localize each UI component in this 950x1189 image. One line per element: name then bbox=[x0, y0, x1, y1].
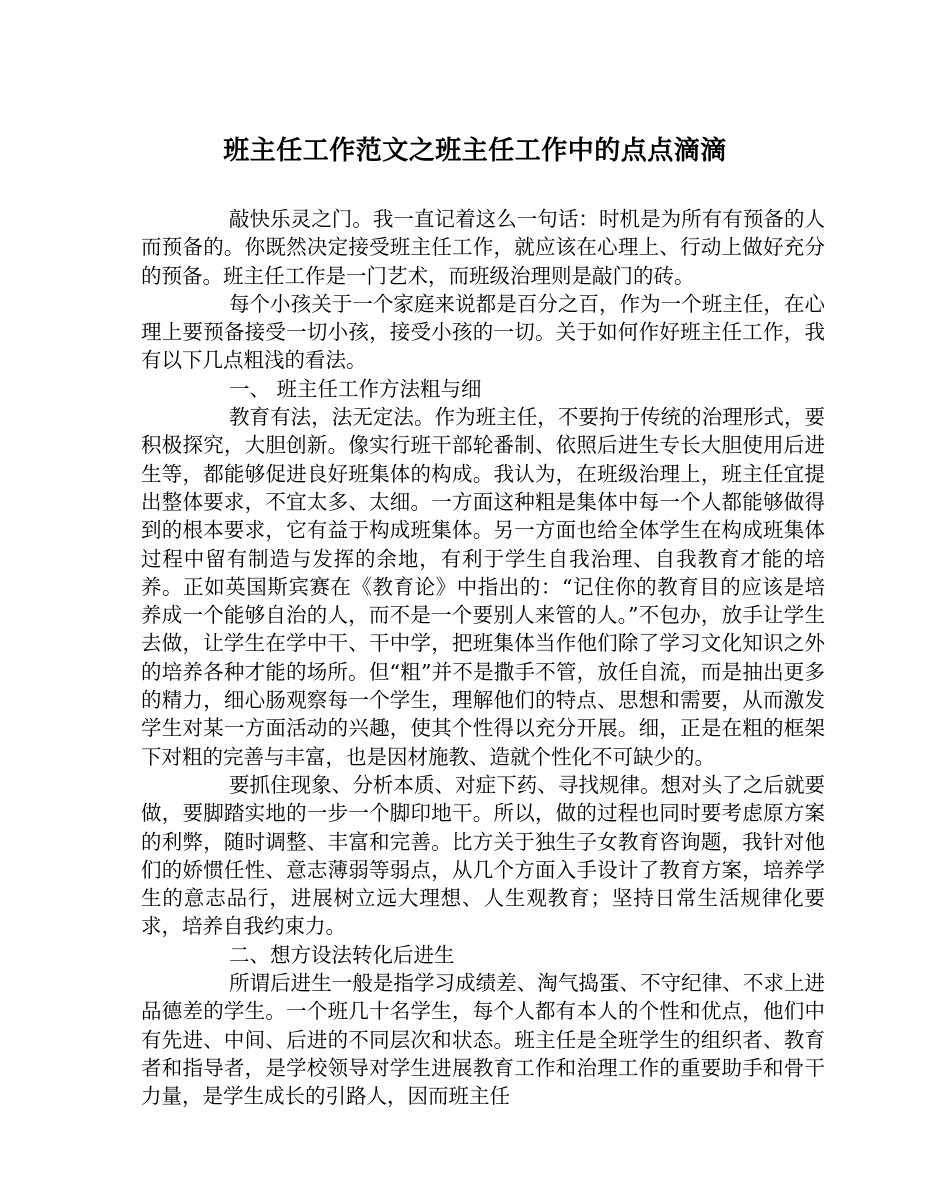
section-heading: 一、 班主任工作方法粗与细 bbox=[229, 376, 482, 401]
paragraph: 每个小孩关于一个家庭来说都是百分之百，作为一个班主任，在心理上要预备接受一切小孩，接受小孩的一切。关于如何作好班主任工作，我有以下几点粗浅的看法。 bbox=[141, 291, 825, 373]
paragraph: 要抓住现象、分析本质、对症下药、寻找规律。想对头了之后就要做，要脚踏实地的一步一个脚印地干。所以，做的过程也同时要考虑原方案的利弊，随时调整、丰富和完善。比方关于独生子女教育咨询题，我针对他们的娇惯任性、意志薄弱等弱点，从几个方面入手设计了教育方案，培养学生的意志品行，进展树立远大理想、人生观教育；坚持日常生活规律化要求，培养自我约束力。 bbox=[141, 772, 825, 939]
document-title: 班主任工作范文之班主任工作中的点点滴滴 bbox=[223, 136, 727, 166]
document-body bbox=[141, 205, 825, 1111]
paragraph: 所谓后进生一般是指学习成绩差、淘气捣蛋、不守纪律、不求上进品德差的学生。一个班几十名学生，每个人都有本人的个性和优点，他们中有先进、中间、后进的不同层次和状态。班主任是全班学生的组织者、教育者和指导者，是学校领导对学生进展教育工作和治理工作的重要助手和骨干力量，是学生成长的引路人，因而班主任 bbox=[141, 971, 825, 1109]
section-heading: 二、想方设法转化后进生 bbox=[229, 942, 455, 967]
paragraph: 敲快乐灵之门。我一直记着这么一句话：时机是为所有有预备的人而预备的。你既然决定接受班主任工作，就应该在心理上、行动上做好充分的预备。班主任工作是一门艺术，而班级治理则是敲门的砖。 bbox=[141, 207, 825, 288]
paragraph: 教育有法，法无定法。作为班主任，不要拘于传统的治理形式，要积极探究，大胆创新。像实行班干部轮番制、依照后进生专长大胆使用后进生等，都能够促进良好班集体的构成。我认为，在班级治理上，班主任宜提出整体要求，不宜太多、太细。一方面这种粗是集体中每一个人都能够做得到的根本要求，它有益于构成班集体。另一方面也给全体学生在构成班集体过程中留有制造与发挥的余地，有利于学生自我治理、自我教育才能的培养。正如英国斯宾赛在《教育论》中指出的：“记住你的教育目的应该是培养成一个能够自治的人，而不是一个要别人来管的人。”不包办，放手让学生去做，让学生在学中干、干中学，把班集体当作他们除了学习文化知识之外的培养各种才能的场所。但“粗”并不是撒手不管，放任自流，而是抽出更多的精力，细心肠观察每一个学生，理解他们的特点、思想和需要，从而激发学生对某一方面活动的兴趣，使其个性得以充分开展。细，正是在粗的框架下对粗的完善与丰富，也是因材施教、造就个性化不可缺少的。 bbox=[141, 405, 825, 769]
